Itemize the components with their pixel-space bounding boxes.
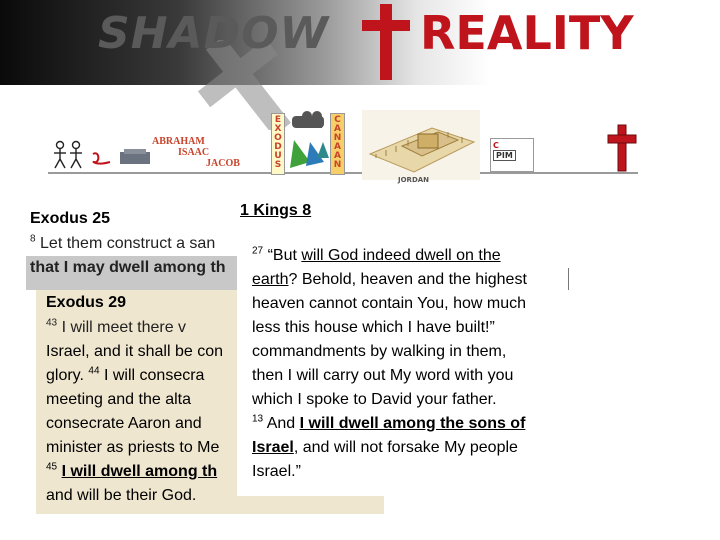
kings-v13-bold: I will dwell among the sons of <box>299 415 526 432</box>
kings-reference: 1 Kings 8 <box>240 202 312 219</box>
verse-number: 43 <box>46 317 58 329</box>
exodus-column <box>271 113 285 175</box>
exodus29-line8: and will be their God. <box>46 487 197 504</box>
exodus25-line2: that I may dwell among th <box>30 259 226 276</box>
exodus25-line1: Let them construct a san <box>40 235 216 252</box>
kings-cont-line1: commandments by walking in them, <box>252 343 507 360</box>
jordan-label: JORDAN <box>398 176 430 184</box>
ark-icon <box>118 148 152 172</box>
exodus-letter: D <box>274 142 282 152</box>
exodus29-line2: Israel, and it shall be con <box>46 343 223 360</box>
exodus29-reference: Exodus 29 <box>46 294 127 311</box>
kings-v13-line3: Israel.” <box>252 463 301 480</box>
canaan-letter: A <box>334 142 341 152</box>
kings-text <box>252 244 564 484</box>
verse-number: 44 <box>88 365 100 377</box>
patriarch-jacob: JACOB <box>206 158 240 169</box>
serpent-icon <box>90 150 114 172</box>
kings-v13-open: And <box>263 415 300 432</box>
kings-v27-earth: earth <box>252 271 289 288</box>
kings-v27-open: “But <box>267 247 302 264</box>
verse-number: 13 <box>252 413 264 425</box>
patriarch-abraham: ABRAHAM <box>152 136 205 147</box>
exodus29-line3: glory. <box>46 367 89 384</box>
exodus25-reference: Exodus 25 <box>30 210 111 227</box>
wilderness-icon <box>316 140 330 164</box>
exodus29-line7: I will dwell among th <box>61 463 218 480</box>
exodus29-line6: minister as priests to Me <box>46 439 220 456</box>
exodus29-line3b: I will consecra <box>99 367 205 384</box>
right-cross-icon <box>606 123 638 177</box>
verse-number: 45 <box>46 461 58 473</box>
canaan-letter: N <box>333 160 342 170</box>
kings-v27-underlined: will God indeed dwell on the <box>301 247 501 264</box>
canaan-letter: C <box>334 115 341 125</box>
patriarch-isaac: ISAAC <box>178 147 210 158</box>
kings-v27-line4: less this house which I have built!” <box>252 319 495 336</box>
kings-v27-line2: ? Behold, heaven and the highest <box>288 271 527 288</box>
kings-v13-israel: Israel <box>252 439 294 456</box>
verse-number: 27 <box>252 245 264 257</box>
exodus29-line5: consecrate Aaron and <box>46 415 202 432</box>
canaan-letter: A <box>334 151 341 161</box>
pim-label: PIM <box>493 150 516 161</box>
red-cross-icon <box>358 2 414 86</box>
canaan-column <box>330 113 345 175</box>
highlight-strip-edge <box>568 268 576 290</box>
exodus-letter: E <box>274 115 282 125</box>
tablets-icon <box>300 110 324 134</box>
exodus-letter: X <box>274 124 282 134</box>
shadow-title: SHADOW <box>98 8 330 59</box>
kings-v27-line3: heaven cannot contain You, how much <box>252 295 526 312</box>
exodus29-text <box>46 316 246 508</box>
kings-cont-line2: then I will carry out My word with you <box>252 367 514 384</box>
exodus-letter: U <box>274 151 282 161</box>
exodus-letter: O <box>274 133 282 143</box>
exodus29-line4: meeting and the alta <box>46 391 191 408</box>
canaan-letter: N <box>333 133 342 143</box>
exodus-letter: S <box>274 160 282 170</box>
pim-box: C PIM <box>490 138 534 172</box>
kings-cont-line3: which I spoke to David your father. <box>252 391 497 408</box>
stick-figures-icon <box>52 140 86 174</box>
exodus29-line1: I will meet there v <box>57 319 187 336</box>
reality-title: REALITY <box>420 6 634 60</box>
kings-v13-line2: , and will not forsake My people <box>293 439 518 456</box>
temple-image <box>362 110 480 180</box>
canaan-letter: A <box>334 124 341 134</box>
verse-number: 8 <box>30 233 36 245</box>
